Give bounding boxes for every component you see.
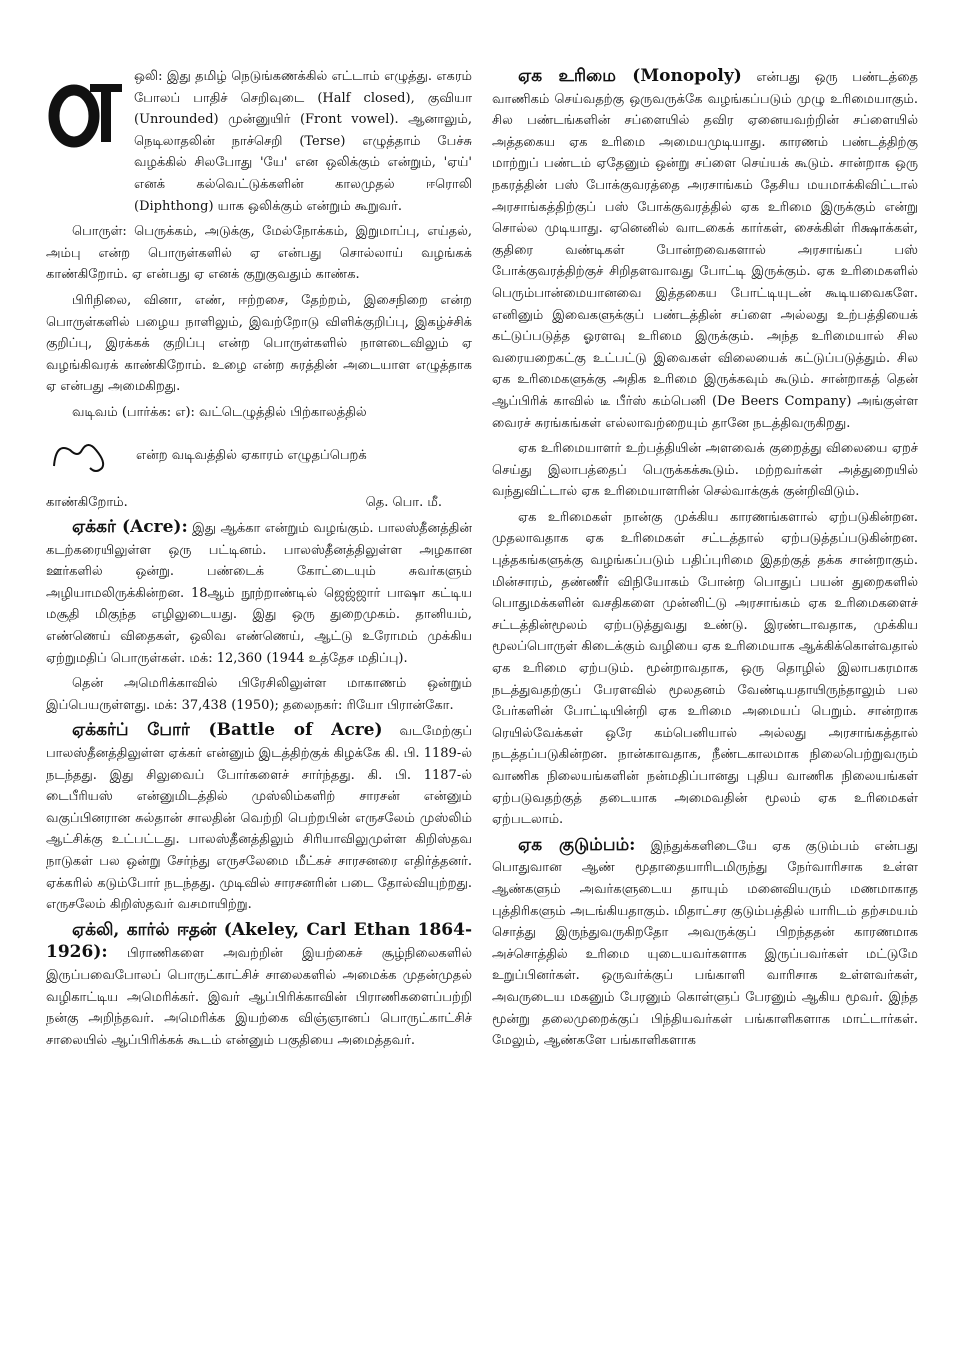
akeley-paragraph [46,920,472,1052]
battle-paragraph [46,720,472,915]
acre-headword: ஏக்கர் (Acre): [72,517,188,538]
akeley-headword: ஏக்லி, கார்ல் ஈதன் (Akeley, Carl Ethan 1864-1926): [46,919,472,963]
left-column [46,66,472,1356]
acre-body: இது ஆக்கா என்றும் வழங்கும். பாலஸ்தீனத்தின் கடற்கரையிலுள்ள ஒரு பட்டினம். பாலஸ்தீனத்திலுள்ள அழகான ஊர்களில் ஒன்று. பண்டைக் கோட்டையும் சுவர்களும் அழியாமலிருக்கின்றன. 18ஆம் நூற்றாண்டில் ஜெஜ்ஜார் பாஷா கட்டிய மசூதி மிகுந்த எழிலுடையது. இது ஒரு துறைமுகம். தானியம், எண்ணெய் விதைகள், ஒலிவ எண்ணெய், ஆட்டு உரோமம் முக்கிய ஏற்றுமதிப் பொருள்கள். மக்: 12,360 (1944 உத்தேச மதிப்பு). [46,521,472,666]
joint-family-headword: ஏக குடும்பம்: [518,834,636,855]
vattezhuthu-shape-icon [46,436,116,476]
monopoly-paragraph-3: ஏக உரிமைகள் நான்கு முக்கிய காரணங்களால் ஏற்படுகின்றன. முதலாவதாக ஏக உரிமைகள் சட்டத்தால் ஏற்படுத்தப்படுகின்றன. புத்தகங்களுக்கு வழங்கப்படும் பதிப்புரிமை இதற்குத் தக்க சான்றாகும். மின்சாரம், தண்ணீர் விநியோகம் போன்ற பொதுப் பயன் துறைகளில் பொதுமக்களின் வசதிகளை முன்னிட்டு அரசாங்கம் ஏக உரிமைகளைச் சட்டத்தின்மூலம் ஏற்படுத்துவது உண்டு. இரண்டாவதாக, முக்கிய மூலப்பொருள் கிடைக்கும் வழியை ஏக உரிமையாக ஆக்கிக்கொள்வதால் ஏக உரிமை ஏற்படும். மூன்றாவதாக, ஒரு தொழில் இலாபகரமாக நடத்துவதற்குப் பேரளவில் மூலதனம் வேண்டியதாயிருந்தாலும் பல பேர்களின் போட்டியின்றி ஏக உரிமை அமையப் பெறும். சான்றாக ரெயில்வேக்கள் ஒரே கம்பெனியால் அல்லது அரசாங்கத்தால் நடத்தப்படுகின்றன. நான்காவதாக, நீண்டகாலமாக நிலைபெற்றுவரும் வாணிக நிலையங்களின் நன்மதிப்பானது புதிய வாணிக நிலையங்கள் ஏற்படுவதற்குத் தடையாக அமைவதின் மூலம் ஏக உரிமைகள் ஏற்படலாம். [492,509,918,828]
big-letter-icon [46,66,126,150]
intro-signature-line [46,492,472,514]
intro-block [46,66,472,217]
battle-body: வடமேற்குப் பாலஸ்தீனத்திலுள்ள ஏக்கர் என்னும் இடத்திற்குக் கிழக்கே கி. பி. 1189-ல் நடந்தது. இது சிலுவைப் போர்களைச் சார்ந்தது. கி. பி. 1187-ல் டைபீரியஸ் என்னுமிடத்தில் முஸ்லிம்களிற் சாரசன் என்னும் வகுப்பினரான சுல்தான் சாலதின் வெற்றி பெற்றபின் எருசலேம் முஸ்லிம் ஆட்சிக்கு உட்பட்டது. பாலஸ்தீனத்திலும் சிரியாவிலுமுள்ள கிறிஸ்தவ நாடுகள் பல ஒன்று சேர்ந்து எருசலேமை மீட்கச் சாரசனரை எதிர்த்தனர். ஏக்கரில் கடும்போர் நடந்தது. முடிவில் சாரசனரின் படை தோல்வியுற்றது. எருசலேம் கிறிஸ்தவர் வசமாயிற்று. [46,724,472,913]
joint-family-body: இந்துக்களிடையே ஏக குடும்பம் என்பது பொதுவான ஆண் மூதாதையாரிடமிருந்து நேர்வாரிசாக உள்ள ஆண்களும் அவர்களுடைய தாயும் மனைவியரும் மணமாகாத புத்திரிகளும் அடங்கியதாகும். மிதாட்சர குடும்பத்தில் யாரிடம் தற்சமயம் சொத்து இருந்துவருகிறதோ அவருக்குப் பிறந்ததன் காரணமாக அச்சொத்தில் உரிமை யுடையவர்களாக இருப்பவர்கள் மட்டுமே உறுப்பினர்கள். ஒருவர்க்குப் பங்காளி வாரிசாக உள்ளவர்கள், அவருடைய மகனும் பேரனும் கொள்ளுப் பேரனும் ஆகிய மூவர். இந்த மூன்று தலைமுறைக்குப் பிந்தியவர்கள் பங்காளிகளாக மாட்டார்கள். மேலும், ஆண்களே பங்காளிகளாக [492,838,918,1049]
acre-paragraph-2: தென் அமெரிக்காவில் பிரேசிலிலுள்ள மாகாணம் ஒன்றும் இப்பெயருள்ளது. மக்: 37,438 (1950); தலைநகர்: ரியோ பிரான்கோ. [46,676,472,713]
battle-headword: ஏக்கர்ப் போர் (Battle of Acre) [72,720,383,741]
intro-paragraph-2: பொருள்: பெருக்கம், அடுக்கு, மேல்நோக்கம், இறுமாப்பு, எய்தல், அம்பு என்ற பொருள்களில் ஏ என்பது சொல்லாய் வழங்கக் காண்கிறோம். ஏ என்பது ஏ எனக் குறுகுவதும் காண்க. [46,224,472,283]
big-letter-glyph [46,66,126,150]
entry-acre [46,517,472,716]
akeley-body: பிராணிகளை அவற்றின் இயற்கைச் சூழ்நிலைகளில் இருப்பவைபோலப் பொருட்காட்சிச் சாலைகளில் அமைக்க முதன்முதல் வழிகாட்டிய அமெரிக்கர். இவர் ஆப்பிரிக்காவின் பிராணிகளைப்பற்றி நன்கு அறிந்தவர். அமெரிக்க இயற்கை விஞ்ஞானப் பொருட்காட்சிச் சாலையில் ஆப்பிரிக்கக் கூடம் என்னும் பகுதியை அமைத்தவர். [46,946,472,1048]
intro-paragraph-1: ஒலி: இது தமிழ் நெடுங்கணக்கில் எட்டாம் எழுத்து. எகரம் போலப் பாதிச் செறிவுடை (Half closed), குவியா (Unrounded) முன்னுயிர் (Front vowel). ஆனாலும், நெடிலாதலின் நாச்செறி (Terse) எழுத்தாம் பேச்சு வழக்கில் சிலபோது 'யே' என ஒலிக்கும் என்றும், 'ஏய்' எனக் கல்வெட்டுக்களின் காலமுதல் ஈரொலி (Diphthong) யாக ஒலிக்கும் என்றும் கூறுவர். [134,69,472,214]
entry-letter-e [46,66,472,513]
author-signature: தெ. பொ. மீ. [365,494,442,510]
joint-family-paragraph [492,835,918,1052]
entry-monopoly [492,66,918,831]
entry-akeley [46,920,472,1052]
monopoly-paragraph-2: ஏக உரிமையாளர் உற்பத்தியின் அளவைக் குறைத்து விலையை ஏறச் செய்து இலாபத்தைப் பெருக்கக்கூடும். மற்றவர்கள் அத்துறையில் வந்துவிட்டால் ஏக உரிமையாளரின் செல்வாக்குக் குன்றிவிடும். [492,441,918,500]
entry-joint-family [492,835,918,1052]
right-column [492,66,918,1356]
intro-paragraph-3: பிரிநிலை, வினா, எண், ஈற்றசை, தேற்றம், இசைநிறை என்ற பொருள்களில் பழைய நாளிலும், இவற்றோடு விளிக்குறிப்பு, இகழ்ச்சிக் குறிப்பு, இரக்கக் குறிப்பு என்ற பொருள்களில் நாளடைவிலும் ஏ வழங்கிவரக் காண்கிறோம். உழை என்ற சுரத்தின் அடையாள எழுத்தாக ஏ என்பது அமைகிறது. [46,292,472,395]
monopoly-paragraph-1 [492,66,918,434]
entry-battle-of-acre [46,720,472,915]
intro-paragraph-4: வடிவம் (பார்க்க: எ): வட்டெழுத்தில் பிற்காலத்தில் [72,404,367,420]
monopoly-body-1: என்பது ஒரு பண்டத்தை வாணிகம் செய்வதற்கு ஒருவருக்கே வழங்கப்படும் முழு உரிமையாகும். சில பண்டங்களின் சப்ளையில் தவிர ஏனையவற்றின் சப்ளையில் அத்தகைய ஏக உரிமை அமையமுடியாது. காரணம் பண்டத்திற்கு மாற்றுப் பண்டம் ஏதேனும் ஒன்று சப்ளை செய்யக் கூடும். சான்றாக ஒரு நகரத்தின் பஸ் போக்குவரத்தை அரசாங்கம் தேசிய மயமாக்கிவிட்டால் அரசாங்கத்திற்குப் பஸ் போக்குவரத்தில் ஏக உரிமை இருக்கும் என்று சொல்ல முடியாது. ஏனெனில் வாடகைக் கார்கள், சைக்கிள் ரிக்ஷாக்கள், குதிரை வண்டிகள் போன்றவைகளால் அரசாங்கப் பஸ் போக்குவரத்திற்குச் சிறிதளவாவது போட்டி இருக்கும். ஏக உரிமைகளில் பெரும்பான்மையானவை இத்தகைய போட்டியுடன் கூடியவைகளே. எனினும் இவைகளுக்குப் பண்டத்தின் சப்ளை அல்லது உற்பத்தியைக் கட்டுப்படுத்த ஓரளவு உரிமை இருக்கும். அந்த உரிமையால் சில வரையறைகட்கு உட்பட்டு இவைகள் விலையைக் கட்டுப்படுத்தும். சில ஏக உரிமைகளுக்கு அதிக உரிமை இருக்கவும் கூடும். சான்றாகத் தென் ஆப்பிரிக் காவில் டீ பீர்ஸ் கம்பெனி (De Beers Company) அங்குள்ள வைரச் சுரங்கங்கள் எல்லாவற்றையும் தானே நடத்திவருகிறது. [492,70,918,431]
script-shape-row [46,430,472,482]
acre-paragraph-1 [46,517,472,669]
shape-caption: என்ற வடிவத்தில் ஏகாரம் எழுதப்பெறக் [136,447,367,463]
monopoly-headword: ஏக உரிமை (Monopoly) [518,66,742,86]
intro-last-line: காண்கிறோம். [46,494,128,510]
